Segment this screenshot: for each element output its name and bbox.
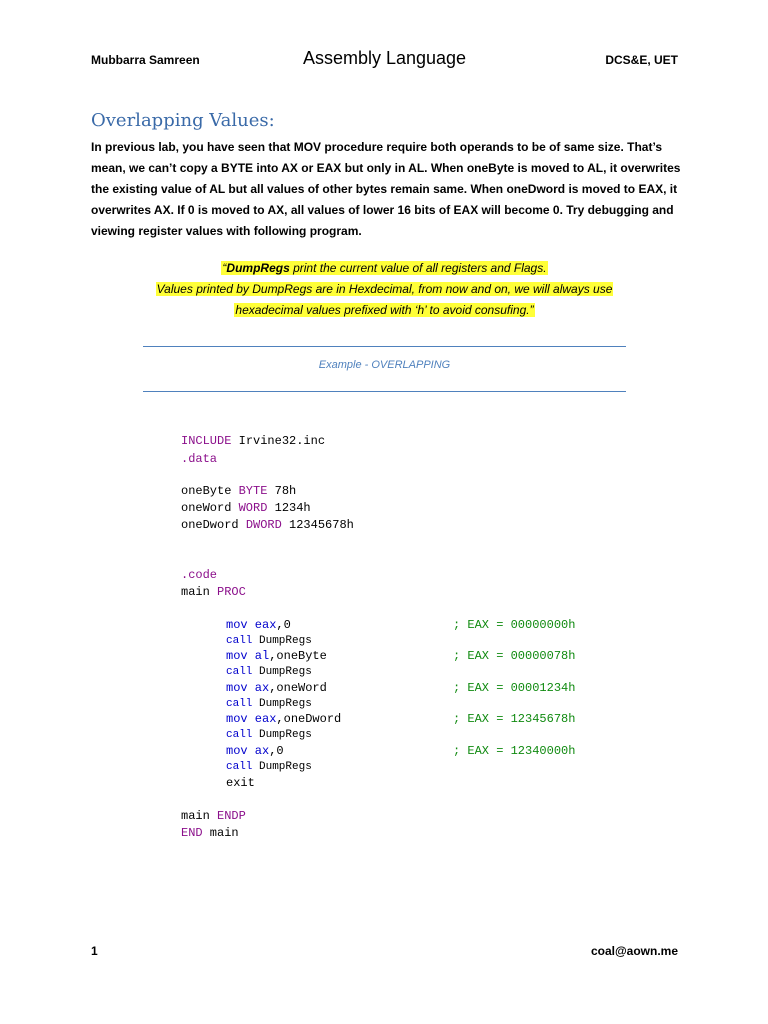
code-mnemonic: mov — [226, 744, 248, 758]
code-line-call4 — [226, 727, 312, 743]
code-text: 12345678h — [281, 518, 354, 532]
section-paragraph — [91, 137, 681, 242]
divider-bottom — [143, 391, 626, 392]
divider-top — [143, 346, 626, 347]
note-term: DumpRegs — [226, 261, 290, 275]
code-register: ax — [247, 744, 270, 758]
code-mnemonic: call — [226, 761, 253, 773]
note-open-quote: “ — [222, 261, 227, 275]
code-line-data — [181, 451, 217, 467]
footer-email: coal@aown.me — [590, 944, 678, 958]
code-text: oneWord — [181, 501, 239, 515]
code-mnemonic: call — [226, 698, 253, 710]
code-text: ,oneWord — [269, 681, 327, 695]
code-text: DumpRegs — [252, 666, 312, 678]
code-line-call1 — [226, 633, 312, 649]
note-text: print the current value of all registers and Flags. — [289, 261, 547, 275]
paragraph-term-onedword: oneDword — [506, 182, 566, 196]
code-text: DumpRegs — [252, 698, 312, 710]
header-department: DCS&E, UET — [605, 53, 678, 67]
code-text: DumpRegs — [252, 761, 312, 773]
code-line-call5 — [226, 759, 312, 775]
code-comment: ; EAX = 00000000h — [453, 618, 576, 632]
code-mnemonic: call — [226, 635, 253, 647]
code-line-ins2 — [226, 648, 576, 664]
code-text: ,0 — [269, 744, 284, 758]
code-line-exit — [226, 775, 255, 791]
code-keyword: WORD — [238, 501, 268, 515]
page-number: 1 — [91, 944, 98, 958]
paragraph-term-onebyte: oneByte — [466, 161, 515, 175]
code-mnemonic: mov — [226, 712, 248, 726]
paragraph-text: is moved to AL, it overwrites the existing value of AL but all values of other bytes remain same. When — [91, 161, 681, 196]
code-text: oneDword — [181, 518, 246, 532]
code-keyword: END — [181, 826, 203, 840]
code-text: main — [202, 826, 239, 840]
note-line-2: Values printed by DumpRegs are in Hexdecimal, from now and on, we will always use — [156, 282, 613, 296]
paragraph-text: is moved to EAX, it overwrites AX. If 0 is moved to AX, all values of lower 16 bits of EAX will become 0. Try debugging and viewing register values with following program. — [91, 182, 678, 238]
code-mnemonic: mov — [226, 618, 248, 632]
code-line-end-main — [181, 825, 239, 841]
note-line-1 — [221, 261, 547, 275]
code-line-ins4 — [226, 711, 576, 727]
code-line-include — [181, 433, 325, 449]
code-text: main — [181, 809, 218, 823]
highlighted-note — [91, 258, 678, 321]
page-header — [91, 48, 678, 72]
code-text: 1234h — [267, 501, 311, 515]
code-mnemonic: call — [226, 666, 253, 678]
code-comment: ; EAX = 12345678h — [453, 712, 576, 726]
code-register: ax — [247, 681, 270, 695]
code-comment: ; EAX = 00000078h — [453, 649, 576, 663]
code-line-ins3 — [226, 680, 576, 696]
code-keyword: ENDP — [217, 809, 246, 823]
code-text: 78h — [267, 484, 297, 498]
code-mnemonic: mov — [226, 649, 248, 663]
code-comment: ; EAX = 12340000h — [453, 744, 576, 758]
code-text: ,oneDword — [276, 712, 342, 726]
code-mnemonic: mov — [226, 681, 248, 695]
code-keyword: .code — [181, 568, 218, 582]
code-line-ins1 — [226, 617, 576, 633]
code-text: ,0 — [276, 618, 291, 632]
code-keyword: BYTE — [238, 484, 268, 498]
example-caption: Example - OVERLAPPING — [318, 359, 451, 371]
code-register: eax — [247, 712, 277, 726]
code-text: main — [181, 585, 218, 599]
code-line-ins5 — [226, 743, 576, 759]
code-text: oneByte — [181, 484, 239, 498]
code-register: eax — [247, 618, 277, 632]
code-line-code — [181, 567, 217, 583]
code-line-call3 — [226, 696, 312, 712]
code-mnemonic: call — [226, 729, 253, 741]
code-line-call2 — [226, 664, 312, 680]
code-comment: ; EAX = 00001234h — [453, 681, 576, 695]
code-keyword: INCLUDE — [181, 434, 232, 448]
code-line-main-proc — [181, 584, 246, 600]
code-text: ,oneByte — [269, 649, 327, 663]
code-keyword: .data — [181, 452, 218, 466]
code-line-var2 — [181, 500, 311, 516]
section-heading: Overlapping Values: — [91, 110, 275, 131]
code-text: exit — [226, 776, 255, 790]
code-line-main-endp — [181, 808, 246, 824]
code-text: DumpRegs — [252, 729, 312, 741]
code-keyword: PROC — [217, 585, 246, 599]
note-line-3: hexadecimal values prefixed with ‘h’ to avoid consufing.” — [235, 303, 534, 317]
code-line-var3 — [181, 517, 354, 533]
code-register: al — [247, 649, 270, 663]
code-text: DumpRegs — [252, 635, 312, 647]
header-title: Assembly Language — [302, 48, 467, 68]
code-text: Irvine32.inc — [231, 434, 326, 448]
code-keyword: DWORD — [245, 518, 282, 532]
header-author: Mubbarra Samreen — [91, 53, 200, 67]
code-line-var1 — [181, 483, 296, 499]
paragraph-text: In previous lab, you have seen that MOV procedure require both operands to be of same size. That’s mean, we can’t copy a BYTE into AX or EAX but only in AL. When — [91, 140, 663, 175]
